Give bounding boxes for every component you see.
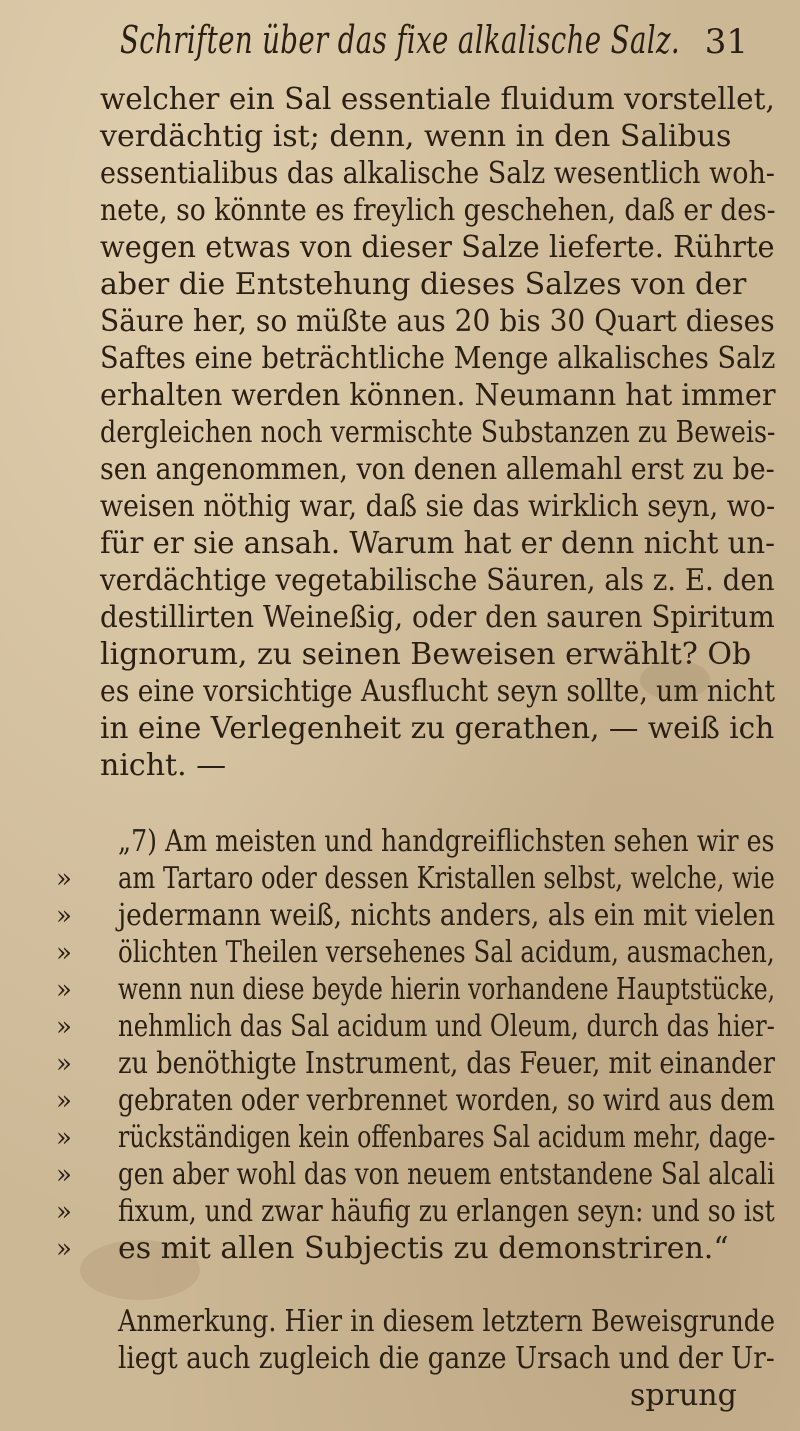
text-line: gebraten oder verbrennet worden, so wird aus dem [118, 1083, 775, 1118]
quote-mark: » [56, 1197, 72, 1227]
text-line: Säure her, so müßte aus 20 bis 30 Quart dieses [100, 304, 775, 339]
text-line: jedermann weiß, nichts anders, als ein mit vielen [118, 898, 776, 933]
text-line: liegt auch zugleich die ganze Ursach und der Ur- [118, 1341, 775, 1376]
quote-mark: » [56, 901, 72, 931]
text-line: verdächtige vegetabilische Säuren, als z. E. den [100, 563, 775, 598]
text-line: am Tartaro oder dessen Kristallen selbst, welche, wie [118, 861, 775, 896]
text-line: Saftes eine beträchtliche Menge alkalisches Salz [100, 341, 776, 376]
text-line: rückständigen kein offenbares Sal acidum mehr, dage- [118, 1120, 776, 1155]
text-line: weisen nöthig war, daß sie das wirklich seyn, wo- [100, 489, 776, 524]
text-line: in eine Verlegenheit zu gerathen, — weiß ich [100, 711, 775, 746]
quote-mark: » [56, 1012, 72, 1042]
quote-mark: » [56, 1086, 72, 1116]
text-line: es eine vorsichtige Ausflucht seyn sollte, um nicht [100, 674, 776, 709]
catchword: sprung [630, 1378, 737, 1413]
text-line: für er sie ansah. Warum hat er denn nicht un- [100, 526, 775, 561]
text-line: destillirten Weineßig, oder den sauren Spiritum [100, 600, 775, 635]
quote-mark: » [56, 975, 72, 1005]
running-title: Schriften über das fixe alkalische Salz. [120, 18, 681, 62]
text-line: sen angenommen, von denen allemahl erst zu be- [100, 452, 775, 487]
text-line: fixum, und zwar häufig zu erlangen seyn: und so ist [118, 1194, 775, 1229]
text-line: zu benöthigte Instrument, das Feuer, mit einander [118, 1046, 776, 1081]
text-line: verdächtig ist; denn, wenn in den Salibus [100, 119, 732, 154]
text-line: nehmlich das Sal acidum und Oleum, durch das hier- [118, 1009, 775, 1044]
quote-mark: » [56, 1049, 72, 1079]
text-line: aber die Entstehung dieses Salzes von der [100, 267, 747, 302]
running-head [120, 18, 760, 74]
text-line: wegen etwas von dieser Salze lieferte. Rührte [100, 230, 775, 265]
page-number: 31 [704, 22, 748, 62]
quote-mark: » [56, 938, 72, 968]
text-line: nete, so könnte es freylich geschehen, daß er des- [100, 193, 776, 228]
text-line: gen aber wohl das von neuem entstandene Sal alcali [118, 1157, 775, 1192]
text-line: erhalten werden können. Neumann hat immer [100, 378, 776, 413]
quote-mark: » [56, 864, 72, 894]
text-line: Anmerkung. Hier in diesem letztern Beweisgrunde [118, 1304, 776, 1339]
text-line: dergleichen noch vermischte Substanzen zu Beweis- [100, 415, 776, 450]
quote-mark: » [56, 1123, 72, 1153]
text-line: nicht. — [100, 748, 227, 783]
text-line: lignorum, zu seinen Beweisen erwählt? Ob [100, 637, 752, 672]
text-line: welcher ein Sal essentiale fluidum vorstellet, [100, 82, 775, 117]
text-line: „7) Am meisten und handgreiflichsten sehen wir es [118, 824, 775, 859]
quote-mark: » [56, 1160, 72, 1190]
text-line: ölichten Theilen versehenes Sal acidum, ausmachen, [118, 935, 775, 970]
quote-mark: » [56, 1234, 72, 1264]
text-line: essentialibus das alkalische Salz wesentlich woh- [100, 156, 775, 191]
text-line: wenn nun diese beyde hierin vorhandene Hauptstücke, [118, 972, 776, 1007]
text-line: es mit allen Subjectis zu demonstriren.“ [118, 1231, 729, 1266]
